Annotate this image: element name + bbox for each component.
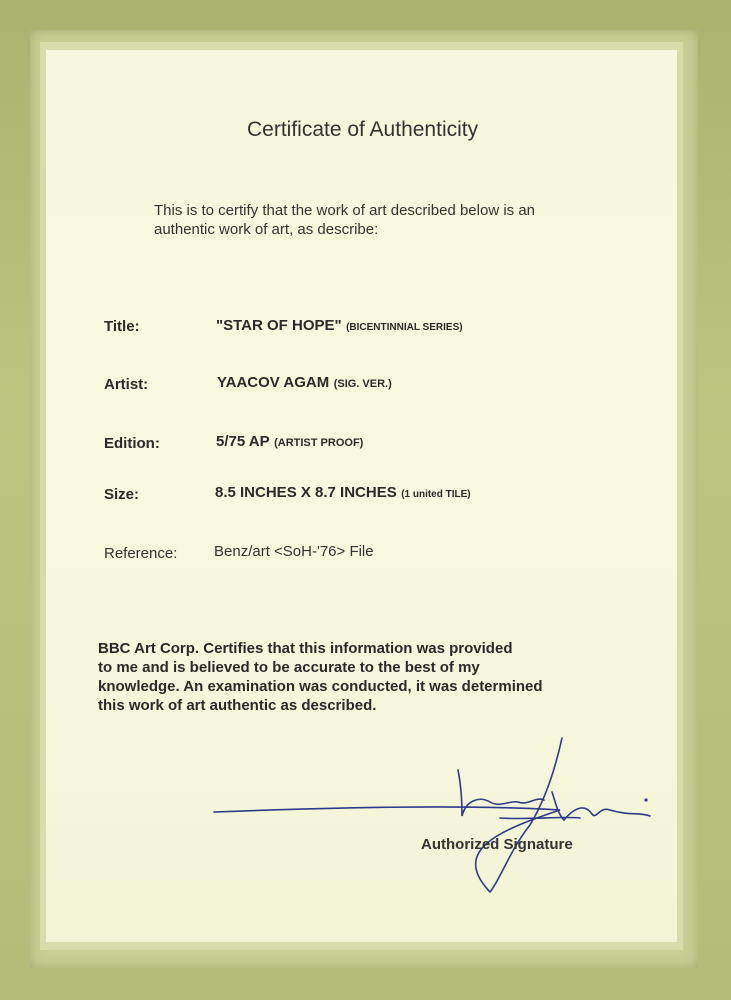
signature-stroke bbox=[500, 817, 580, 818]
statement-line-4: this work of art authentic as described. bbox=[98, 697, 377, 714]
size-label: Size: bbox=[104, 486, 140, 503]
artist-field bbox=[217, 374, 392, 392]
title-note: (BICENTINNIAL SERIES) bbox=[346, 322, 463, 333]
edition-label: Edition: bbox=[104, 435, 160, 452]
size-field bbox=[215, 484, 471, 502]
statement-line-3: knowledge. An examination was conducted, it was determined bbox=[98, 678, 543, 695]
signature-dot bbox=[644, 798, 647, 801]
artist-label: Artist: bbox=[104, 376, 149, 393]
size-note: (1 united TILE) bbox=[401, 489, 471, 500]
reference-label: Reference: bbox=[104, 545, 178, 562]
intro-line-1: This is to certify that the work of art described below is an bbox=[154, 202, 535, 219]
certificate-title: Certificate of Authenticity bbox=[247, 118, 479, 141]
statement-line-2: to me and is believed to be accurate to the best of my bbox=[98, 659, 480, 676]
signature-stroke bbox=[552, 792, 650, 820]
artist-value: YAACOV AGAM bbox=[217, 374, 330, 391]
size-value: 8.5 INCHES X 8.7 INCHES bbox=[215, 484, 397, 501]
authorized-signature-label: Authorized Signature bbox=[421, 836, 573, 853]
handwritten-signature bbox=[200, 730, 670, 900]
edition-note: (ARTIST PROOF) bbox=[274, 437, 364, 449]
statement-line-1: BBC Art Corp. Certifies that this information was provided bbox=[98, 640, 513, 657]
title-field bbox=[216, 317, 463, 335]
artist-note: (SIG. VER.) bbox=[333, 378, 392, 390]
edition-value: 5/75 AP bbox=[216, 433, 270, 450]
reference-value: Benz/art <SoH-'76> File bbox=[214, 543, 374, 560]
title-label: Title: bbox=[104, 318, 140, 335]
title-value: "STAR OF HOPE" bbox=[216, 317, 342, 334]
edition-field bbox=[216, 433, 363, 451]
intro-line-2: authentic work of art, as describe: bbox=[154, 221, 379, 238]
signature-stroke bbox=[214, 738, 562, 892]
